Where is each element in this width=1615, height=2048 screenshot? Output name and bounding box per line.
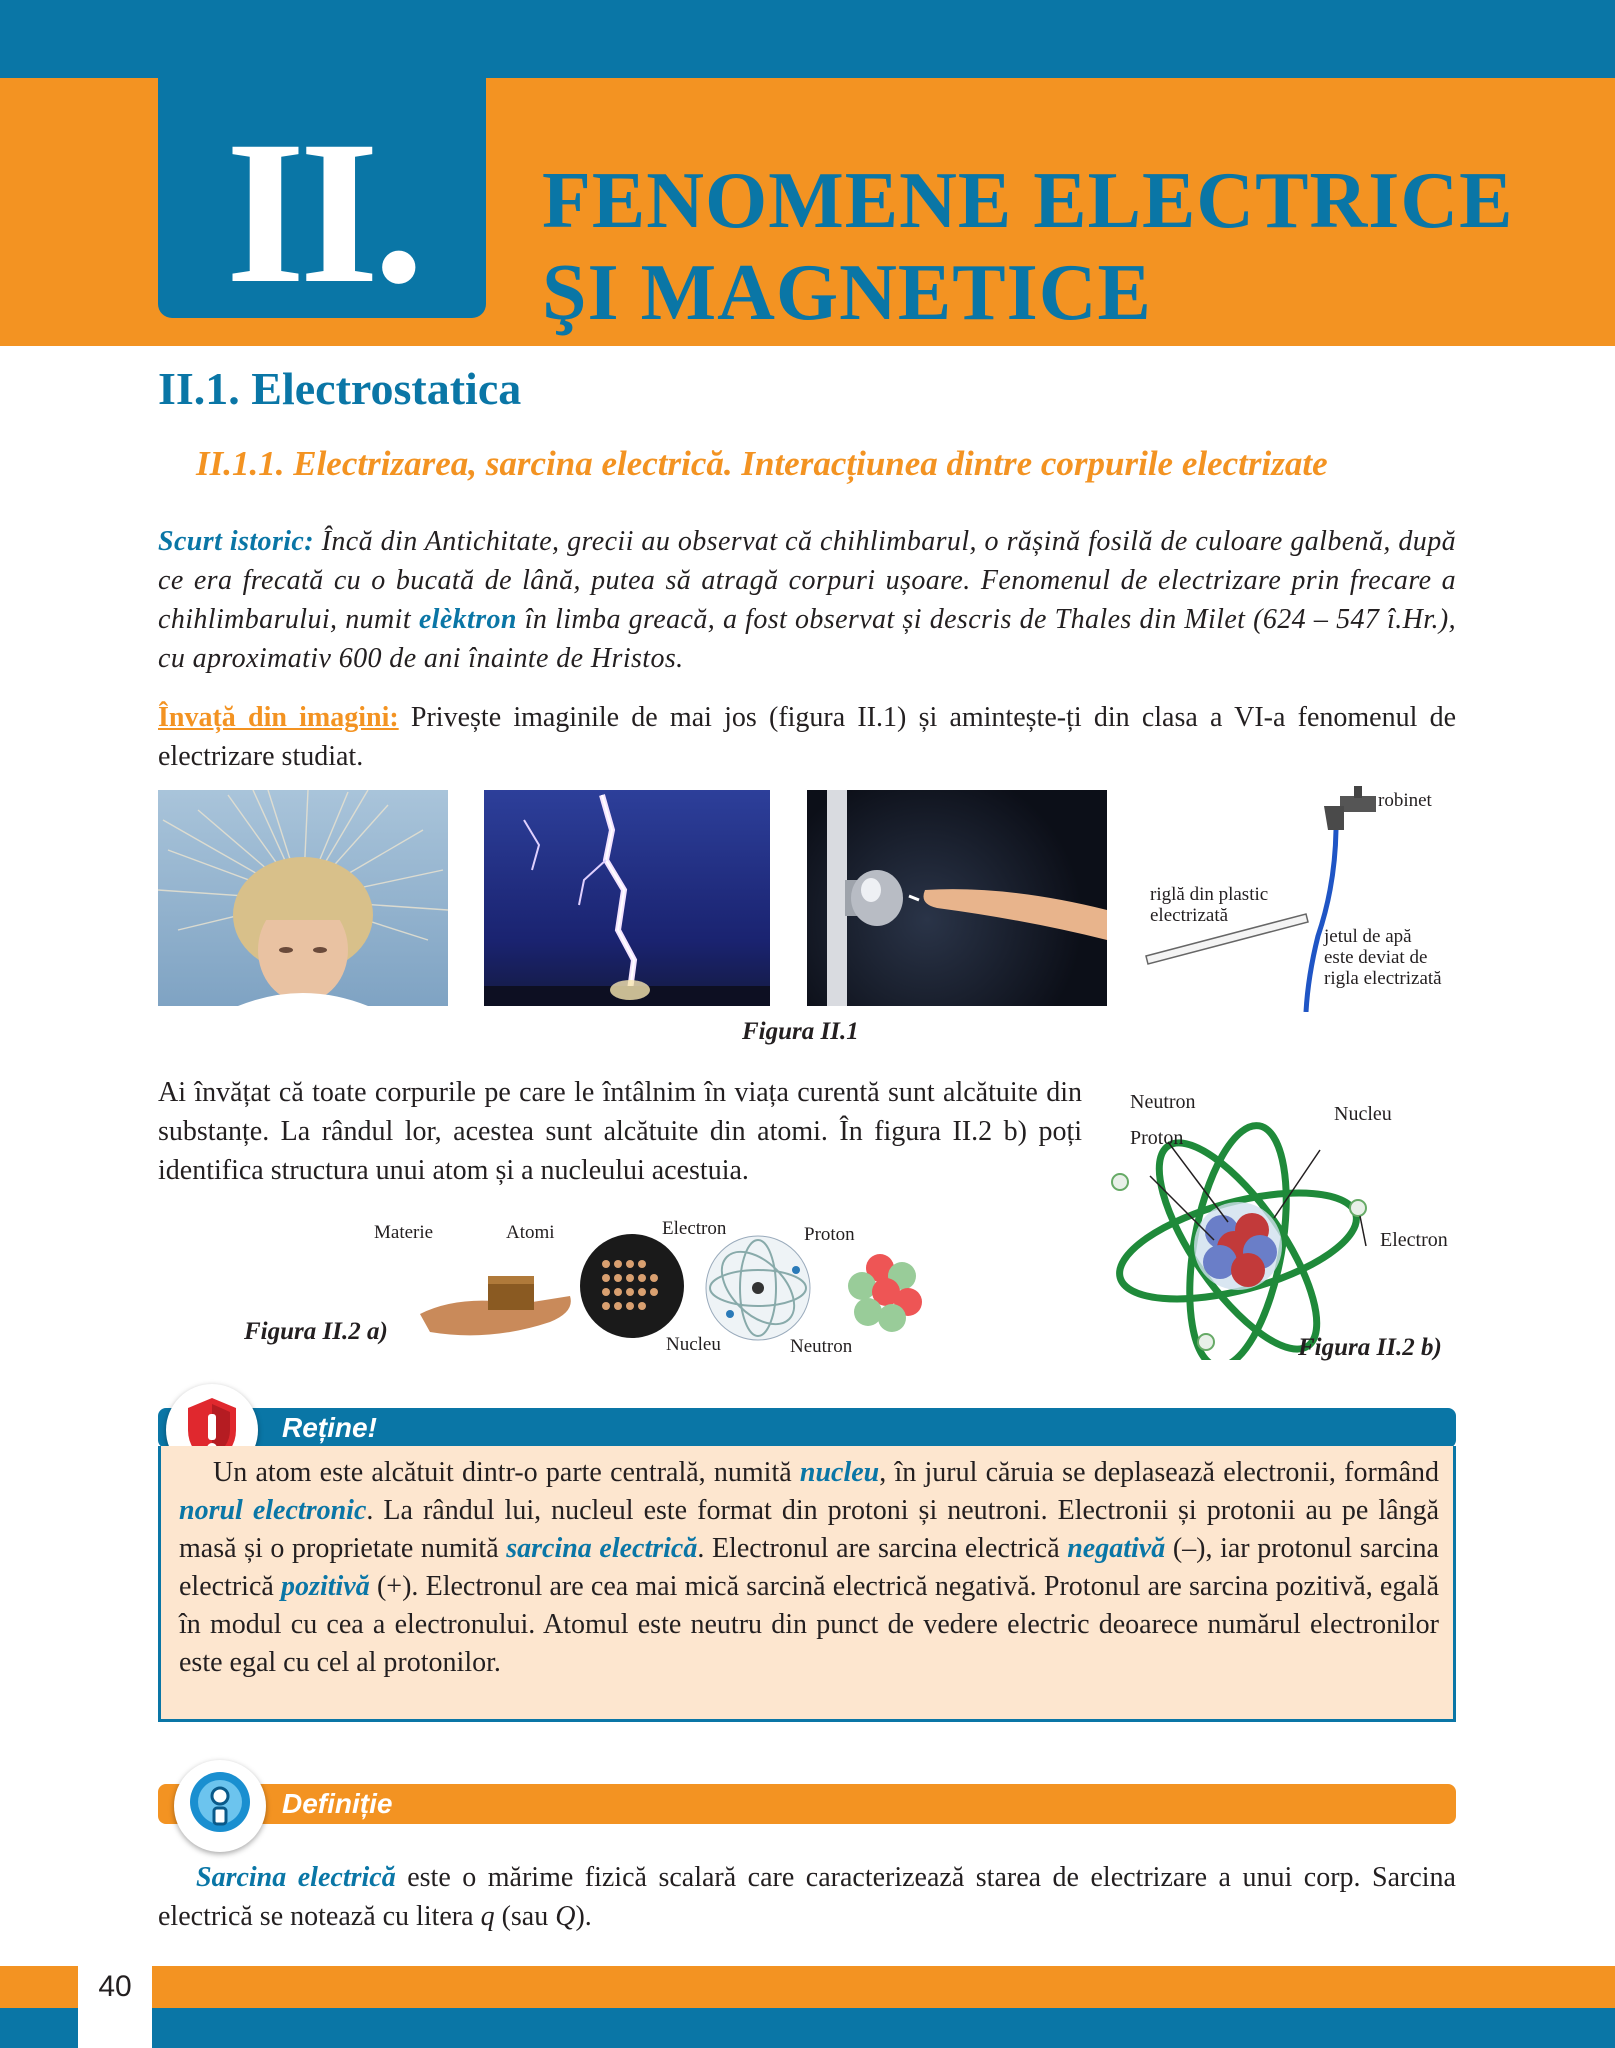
retine-t4: . Electronul are sarcina electrică	[697, 1533, 1068, 1564]
photo-finger-doorknob	[807, 790, 1107, 1006]
label-jet-line1: jetul de apă	[1324, 926, 1412, 947]
chapter-number-box	[158, 78, 486, 326]
footer-blue-band	[0, 2008, 1615, 2048]
header-top-band	[0, 0, 1615, 78]
def-term: Sarcina electrică	[196, 1862, 396, 1893]
definitie-title: Definiție	[282, 1788, 393, 1819]
label-proton-2b: Proton	[1130, 1127, 1184, 1149]
label-atomi: Atomi	[506, 1222, 555, 1243]
label-robinet: robinet	[1378, 790, 1432, 811]
retine-t6: (+). Electronul are cea mai mică sarcină electrică negativă. Protonul are sarcina pozitivă, egală în modul cu cea a electronului. Atomul este neutru din punct de vedere electric deoarece numărul electronilor este egal cu cel al protonilor.	[179, 1571, 1439, 1678]
chapter-title-line2: ŞI MAGNETICE	[542, 249, 1152, 337]
label-water-jet	[1324, 926, 1442, 989]
figure-2b-atom-model	[1110, 1120, 1380, 1360]
kw-nucleu: nucleu	[799, 1457, 880, 1488]
retine-t3: . La rândul lui, nucleul este format din protoni și neutroni. Electronii și protonii au pe lângă masă și o proprietate numită	[179, 1495, 1439, 1564]
history-paragraph	[158, 522, 1456, 678]
page-number-box	[78, 1962, 152, 2048]
label-electron-2a: Electron	[662, 1218, 727, 1239]
retine-t2: , în jurul căruia se deplasează electronii, formând	[879, 1457, 1439, 1488]
figure-2b-caption: Figura II.2 b)	[1298, 1334, 1442, 1361]
learn-lead: Învață din imagini:	[158, 702, 399, 733]
kw-norul-electronic: norul electronic	[179, 1495, 367, 1526]
def-text3: ).	[575, 1901, 592, 1932]
label-jet-line3: rigla electrizată	[1324, 968, 1442, 989]
retine-box	[158, 1446, 1456, 1722]
label-neutron-2a: Neutron	[790, 1336, 853, 1357]
label-proton-2a: Proton	[804, 1224, 855, 1245]
label-jet-line2: este deviat de	[1324, 947, 1428, 968]
def-text1: este o mărime fizică scalară care caracterizează starea de electrizare a unui corp. Sarcina electrică se notează cu litera	[158, 1862, 1456, 1932]
kw-sarcina-electrica: sarcina electrică	[506, 1533, 698, 1564]
chapter-title	[542, 155, 1513, 339]
def-q: q	[480, 1901, 495, 1932]
page-number: 40	[98, 1970, 132, 2003]
atoms-paragraph: Ai învățat că toate corpurile pe care le întâlnim în viața curentă sunt alcătuite din substanțe. La rândul lor, acestea sunt alcătuite din atomi. În figura II.2 b) poți identifica structura unui atom și a nucleului acestuia.	[158, 1077, 1082, 1186]
photo-lightning	[484, 790, 770, 1006]
def-text2: (sau	[494, 1901, 556, 1932]
label-nucleu-2a: Nucleu	[666, 1334, 721, 1355]
label-ruler-line1: riglă din plastic	[1150, 884, 1269, 905]
learn-text: Privește imaginile de mai jos (figura II.1) și amintește-ți din clasa a VI-a fenomenul de electrizare studiat.	[158, 702, 1456, 772]
label-nucleu-2b: Nucleu	[1334, 1103, 1392, 1125]
history-lead: Scurt istoric:	[158, 526, 314, 557]
learn-paragraph	[158, 698, 1456, 776]
retine-t5: (–), iar protonul sarcina electrică	[179, 1533, 1439, 1602]
retine-t1: Un atom este alcătuit dintr-o parte centrală, numită	[213, 1457, 800, 1488]
label-ruler	[1150, 884, 1268, 926]
chapter-title-line1: FENOMENE ELECTRICE	[542, 157, 1514, 245]
history-text-before: Încă din Antichitate, grecii au observat că chihlimbarul, o rășină fosilă de culoare galbenă, după ce era frecată cu o bucată de lână, putea să atragă corpuri ușoare. Fenomenul de electrizare prin frecare a chihlimbarului, numit	[158, 526, 1457, 635]
definitie-header-bar	[158, 1784, 1456, 1824]
retine-text	[179, 1454, 1439, 1682]
retine-title: Reține!	[282, 1412, 377, 1443]
subsection-title: II.1.1. Electrizarea, sarcina electrică. Interacțiunea dintre corpurile electrizate	[196, 444, 1328, 483]
photo-girl-static-hair	[158, 790, 448, 1006]
kw-negativa: negativă	[1067, 1533, 1166, 1564]
history-text-after: în limba greacă, a fost observat și descris de Thales din Milet (624 – 547 î.Hr.), cu aproximativ 600 de ani înainte de Hristos.	[158, 604, 1456, 674]
definition-paragraph	[158, 1858, 1456, 1936]
label-electron-2b: Electron	[1380, 1229, 1448, 1251]
label-neutron-2b: Neutron	[1130, 1091, 1196, 1113]
chapter-numeral: II.	[225, 99, 419, 326]
history-term: elèktron	[418, 604, 517, 635]
info-bulb-icon	[174, 1760, 266, 1852]
label-ruler-line2: electrizată	[1150, 905, 1229, 926]
kw-pozitiva: pozitivă	[281, 1571, 370, 1602]
retine-header-bar	[158, 1408, 1456, 1448]
figure-1-caption: Figura II.1	[742, 1018, 859, 1045]
footer-orange-band	[0, 1966, 1615, 2008]
section-title: II.1. Electrostatica	[158, 363, 522, 414]
figure-2a-caption: Figura II.2 a)	[244, 1318, 388, 1345]
def-Q: Q	[555, 1901, 576, 1932]
label-materie: Materie	[374, 1222, 434, 1243]
